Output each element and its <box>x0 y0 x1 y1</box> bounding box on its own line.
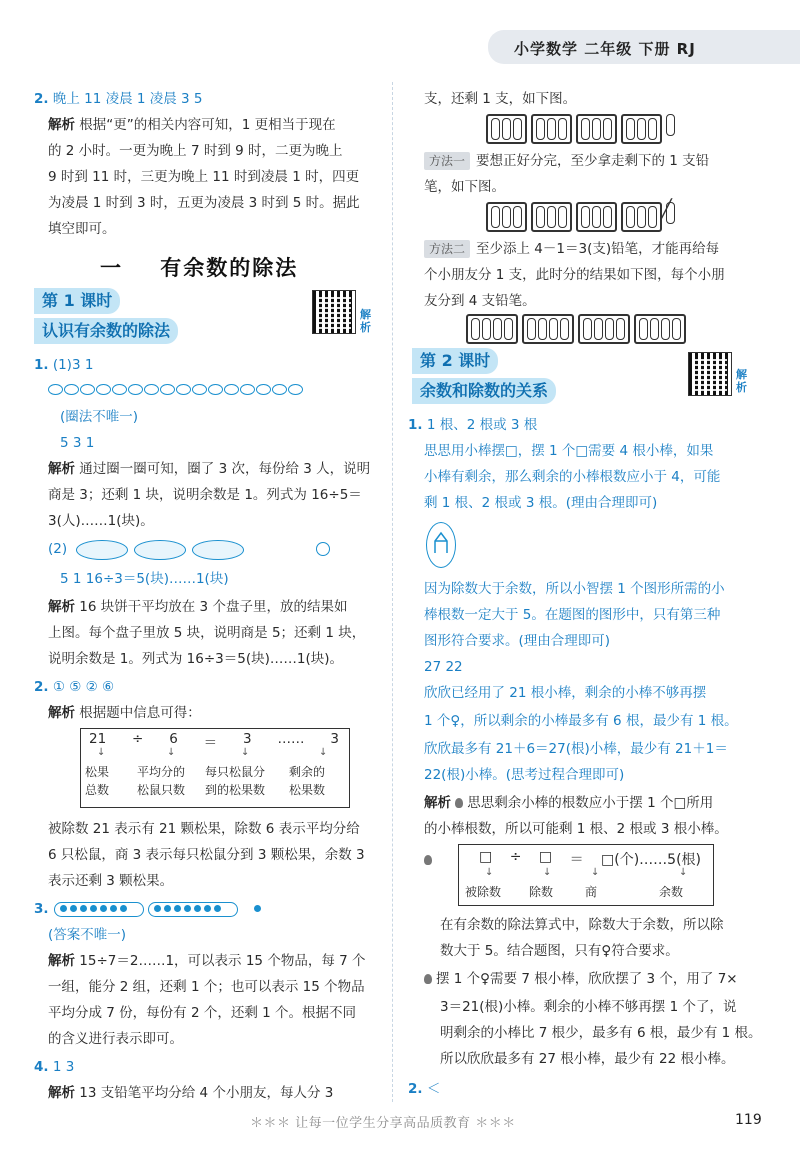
analysis-label: 解析 <box>424 795 451 811</box>
eq-term: ÷ <box>132 731 144 747</box>
analysis-label: 解析 <box>48 461 75 477</box>
analysis-text: 通过圈一圈可知，圈了 3 次，每份给 3 人，说明 <box>79 461 371 477</box>
analysis-line: 的小棒根数，所以可能剩 1 根、2 根或 3 根小棒。 <box>424 821 728 837</box>
division-diagram <box>80 728 350 808</box>
analysis-label: 解析 <box>48 705 75 721</box>
caption: 松果 总数 <box>85 765 110 797</box>
analysis-text: 根据题中信息可得： <box>79 705 201 721</box>
q1-line <box>408 412 537 438</box>
analysis-line <box>48 1080 333 1106</box>
q1-line <box>34 352 93 378</box>
analysis-line: 3＝21(根)小棒。剩余的小棒不够再摆 1 个了，说 <box>440 999 737 1015</box>
circled-shape-icon <box>426 522 456 568</box>
analysis-line: 说明余数是 1。列式为 16÷3＝5(块)……1(块)。 <box>48 651 343 667</box>
analysis-line: 的 2 小时。一更为晚上 7 时到 9 时，二更为晚上 <box>48 143 343 159</box>
qr-code[interactable] <box>688 352 732 396</box>
analysis-line: 表示还剩 3 颗松果。 <box>48 873 174 889</box>
question-number: 4. <box>34 1059 49 1075</box>
question-number: 2. <box>408 1081 423 1097</box>
method2-line: 个小朋友分 1 支，此时分的结果如下图，每个小朋 <box>424 267 725 283</box>
division-equation <box>89 731 339 751</box>
part2-label: (2) <box>48 541 68 557</box>
answer-text: 晚上 11 凌晨 1 凌晨 3 5 <box>52 91 203 107</box>
question-number: 3. <box>34 901 49 917</box>
qr-tag: 解析 <box>360 308 371 334</box>
arrow-icon: ↓ <box>679 867 688 878</box>
analysis-label: 解析 <box>48 953 75 969</box>
analysis-line: 商是 3；还剩 1 块，说明余数是 1。列式为 16÷5＝ <box>48 487 362 503</box>
caption: 剩余的 松果数 <box>289 765 326 797</box>
caption: 余数 <box>659 885 684 899</box>
method1-line: 笔，如下图。 <box>424 179 505 195</box>
pencils-diagram <box>466 314 686 344</box>
question-number: 1. <box>408 417 423 433</box>
arrow-icon: ↓ <box>241 747 250 758</box>
leftover-biscuit <box>316 542 330 556</box>
crossed-pencil-icon: ╱ <box>666 202 675 224</box>
lesson1-name: 认识有余数的除法 <box>34 318 178 344</box>
pencils-diagram <box>486 199 675 232</box>
analysis-text: 根据“更”的相关内容可知，1 更相当于现在 <box>79 117 336 133</box>
section-dash: 一 <box>100 256 123 280</box>
analysis-line: 明剩余的小棒比 7 根少，最多有 6 根，最少有 1 根。 <box>440 1025 762 1041</box>
eq-term: …… <box>277 731 305 747</box>
analysis-line: 一组，能分 2 组，还剩 1 个；也可以表示 15 个物品 <box>48 979 365 995</box>
answer-line: 22(根)小棒。(思考过程合理即可) <box>424 767 625 783</box>
bulb-icon <box>424 852 436 868</box>
method-tag: 方法一 <box>424 152 470 170</box>
answer-text: 1 根、2 根或 3 根 <box>426 417 538 433</box>
lesson2-name: 余数和除数的关系 <box>412 378 556 404</box>
lesson2-number: 第 2 课时 <box>412 348 498 374</box>
answer-text: (1)3 1 <box>52 357 94 373</box>
footer-slogan: ＊＊＊ 让每一位学生分享高品质教育 ＊＊＊ <box>250 1116 516 1131</box>
answer-values: 27 22 <box>424 659 463 675</box>
column-divider <box>392 82 393 1102</box>
method1-line: 方法一 要想正好分完，至少拿走剩下的 1 支铅 <box>424 148 709 174</box>
dots-row <box>60 905 127 912</box>
continued-text: 支，还剩 1 支，如下图。 <box>424 91 577 107</box>
analysis-line: 解析 思思剩余小棒的根数应小于摆 1 个□所用 <box>424 795 714 811</box>
leftover-dot <box>254 905 261 912</box>
caption: 平均分的 松鼠只数 <box>137 765 186 797</box>
note: (圈法不唯一) <box>60 409 139 425</box>
qr-code[interactable] <box>312 290 356 334</box>
analysis-label: 解析 <box>48 599 75 615</box>
caption: 被除数 <box>465 885 502 899</box>
answer-line: 图形符合要求。(理由合理即可) <box>424 633 611 649</box>
analysis-label: 解析 <box>48 1085 75 1101</box>
arrow-icon: ↓ <box>543 867 552 878</box>
method2-line: 方法二 至少添上 4－1＝3(支)铅笔，才能再给每 <box>424 236 719 262</box>
bead-diagram <box>48 384 303 395</box>
eq-term: 3 <box>243 731 252 747</box>
answer-line: 棒根数一定大于 5。在题图的图形中，只有第三种 <box>424 607 721 623</box>
dots-row <box>154 905 221 912</box>
analysis-line: 在有余数的除法算式中，除数大于余数，所以除 <box>440 917 724 933</box>
plate <box>192 540 244 560</box>
book-title: 小学数学 二年级 下册 RJ <box>514 40 696 58</box>
answer-text: ① ⑤ ② ⑥ <box>52 679 115 695</box>
question-number: 2. <box>34 679 49 695</box>
answer-line: 欣欣最多有 21＋6＝27(根)小棒，最少有 21＋1＝ <box>424 741 728 757</box>
plates-diagram <box>76 540 244 560</box>
note: (答案不唯一) <box>48 927 127 943</box>
analysis-line: 平均分成 7 份，每份有 2 个，还剩 1 个。根据不同 <box>48 1005 357 1021</box>
q2-line <box>408 1076 440 1102</box>
answer-values: 5 3 1 <box>60 435 95 451</box>
answer-line: 1 个♀，所以剩余的小棒最多有 6 根，最少有 1 根。 <box>424 713 738 729</box>
analysis-line <box>48 112 336 138</box>
method-tag: 方法二 <box>424 240 470 258</box>
analysis-line <box>48 948 366 974</box>
eq-term: 21 <box>89 731 107 747</box>
question-number: 1. <box>34 357 49 373</box>
analysis-line: 9 时到 11 时，三更为晚上 11 时到凌晨 1 时，四更 <box>48 169 360 185</box>
division-diagram <box>458 844 714 906</box>
bulb-icon <box>424 974 432 984</box>
arrow-icon: ↓ <box>97 747 106 758</box>
q4-line <box>34 1054 74 1080</box>
answer-line: 思思用小棒摆□，摆 1 个□需要 4 根小棒，如果 <box>424 443 714 459</box>
q2-line <box>34 674 114 700</box>
pencils-diagram <box>486 114 675 144</box>
analysis-line: 摆 1 个♀需要 7 根小棒，欣欣摆了 3 个，用了 7× <box>424 966 738 992</box>
lesson1-number: 第 1 课时 <box>34 288 120 314</box>
eq-term: 3 <box>330 731 339 747</box>
analysis-line: 被除数 21 表示有 21 颗松果，除数 6 表示平均分给 <box>48 821 360 837</box>
analysis-text: 13 支铅笔平均分给 4 个小朋友，每人分 3 <box>79 1085 334 1101</box>
answer-line: 因为除数大于余数，所以小智摆 1 个图形所需的小 <box>424 581 725 597</box>
answer-line: 小棒有剩余，那么剩余的小棒根数应小于 4，可能 <box>424 469 721 485</box>
answer-line: 欣欣已经用了 21 根小棒，剩余的小棒不够再摆 <box>424 685 707 701</box>
answer-line: 剩 1 根、2 根或 3 根。(理由合理即可) <box>424 495 658 511</box>
q2-prev-answer-line <box>34 86 203 112</box>
analysis-line: 3(人)……1(块)。 <box>48 513 154 529</box>
analysis-text: 15÷7＝2……1，可以表示 15 个物品，每 7 个 <box>79 953 366 969</box>
analysis-line: 为凌晨 1 时到 3 时，五更为凌晨 3 时到 5 时。据此 <box>48 195 360 211</box>
section-name: 有余数的除法 <box>160 256 299 280</box>
analysis-line <box>48 456 370 482</box>
analysis-line: 填空即可。 <box>48 221 116 237</box>
analysis-label: 解析 <box>48 117 75 133</box>
arrow-icon: ↓ <box>319 747 328 758</box>
method2-line: 友分到 4 支铅笔。 <box>424 293 536 309</box>
analysis-line: 6 只松鼠，商 3 表示每只松鼠分到 3 颗松果，余数 3 <box>48 847 365 863</box>
section-title <box>100 252 298 282</box>
qr-tag: 解析 <box>736 368 747 394</box>
caption: 除数 <box>529 885 554 899</box>
arrow-icon: ↓ <box>485 867 494 878</box>
page-number: 119 <box>735 1112 762 1128</box>
plate <box>134 540 186 560</box>
answer-text: ＜ <box>426 1081 441 1097</box>
answer-values: 5 1 16÷3＝5(块)……1(块) <box>60 571 229 587</box>
arrow-icon: ↓ <box>167 747 176 758</box>
division-equation: □ ÷ □ ＝ □(个)……5(根) <box>479 849 701 868</box>
caption: 商 <box>585 885 598 899</box>
plate <box>76 540 128 560</box>
analysis-line <box>48 700 201 726</box>
arrow-icon: ↓ <box>591 867 600 878</box>
eq-term: 6 <box>169 731 178 747</box>
analysis-line: 上图。每个盘子里放 5 块，说明商是 5；还剩 1 块， <box>48 625 366 641</box>
analysis-line: 数大于 5。结合题图，只有♀符合要求。 <box>440 943 679 959</box>
analysis-line: 所以欣欣最多有 27 根小棒，最少有 22 根小棒。 <box>440 1051 735 1067</box>
bulb-icon <box>455 798 463 808</box>
question-number: 2. <box>34 91 49 107</box>
caption: 每只松鼠分 到的松果数 <box>205 765 266 797</box>
analysis-line <box>48 594 347 620</box>
analysis-line: 的含义进行表示即可。 <box>48 1031 183 1047</box>
eq-term: ＝ <box>203 735 218 751</box>
answer-text: 1 3 <box>52 1059 75 1075</box>
analysis-text: 16 块饼干平均放在 3 个盘子里，放的结果如 <box>79 599 348 615</box>
